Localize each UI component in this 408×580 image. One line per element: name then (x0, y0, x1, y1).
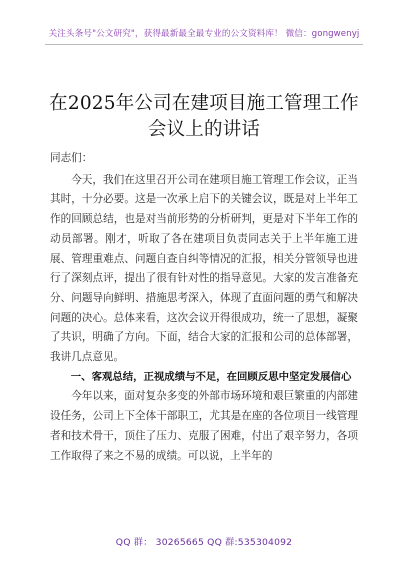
body-paragraph-1: 今天，我们在这里召开公司在建项目施工管理工作会议，正当其时，十分必要。这是一次承上启下的关键会议，既是对上半年工作的回顾总结，也是对当前形势的分析研判，更是对下半年工作的动员部署。刚才，听取了各在建项目负责同志关于上半年施工进展、管理重难点、问题自查自纠等情况的汇报，相关分管领导也进行了深刻点评，提出了很有针对性的指导意见。大家的发言准备充分、问题导向鲜明、措施思考深入，体现了直面问题的勇气和解决问题的决心。总体来看，这次会议开得很成功，统一了思想，凝聚了共识，明确了方向。下面，结合大家的汇报和公司的总体部署，我讲几点意见。 (50, 173, 358, 364)
header-promo-note: 关注头条号"公文研究"，获得最新最全最专业的公文资料库！ 微信：gongwenyj (48, 29, 360, 39)
document-title: 在2025年公司在建项目施工管理工作会议上的讲话 (49, 93, 359, 141)
header-divider (45, 44, 363, 45)
body-paragraph-2: 今年以来，面对复杂多变的外部市场环境和艰巨繁重的内部建设任务，公司上下全体干部职工，尤其是在座的各位项目一线管理者和技术骨干，顶住了压力、克服了困难，付出了艰辛努力，各项工作取得了来之不易的成绩。可以说，上半年的 (50, 390, 358, 462)
document-body (50, 149, 358, 466)
section-heading-1: 一、客观总结，正视成绩与不足，在回顾反思中坚定发展信心 (70, 370, 352, 383)
salutation: 同志们： (50, 152, 93, 164)
footer-qq-groups: QQ 群： 30265665 QQ 群:535304092 (115, 537, 293, 548)
